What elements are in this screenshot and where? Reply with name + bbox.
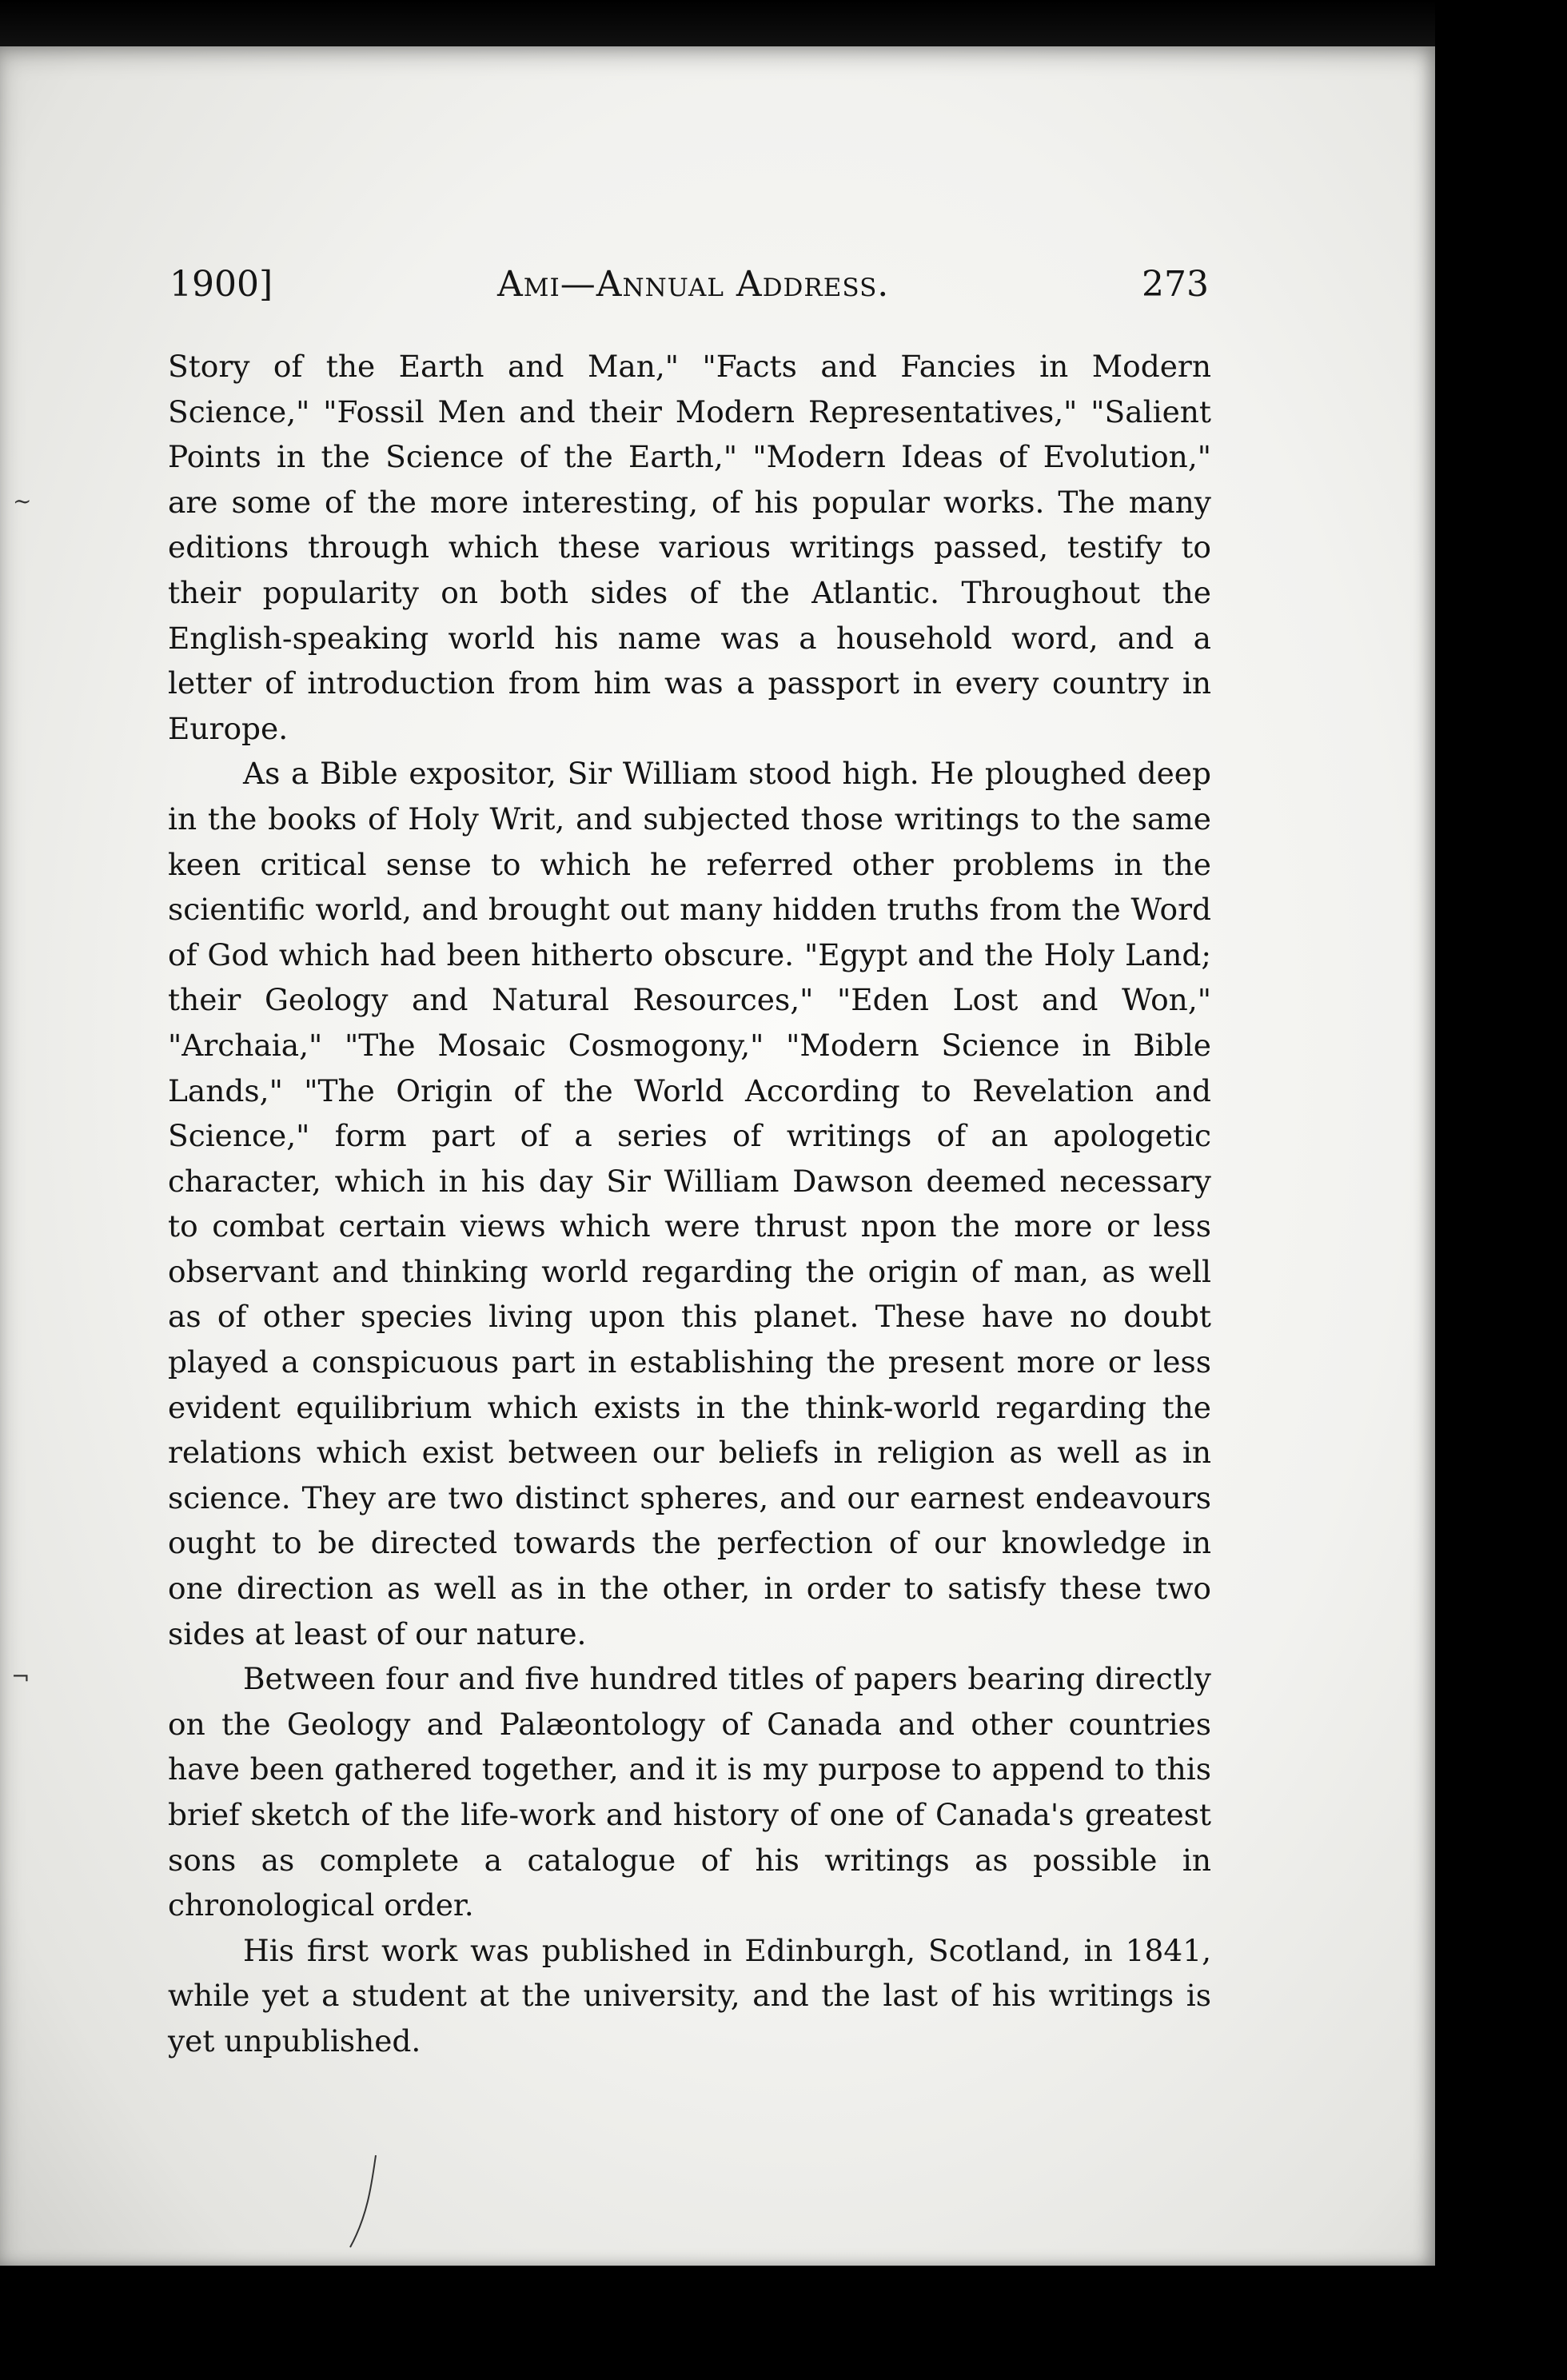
header-title: Ami—Annual Address. <box>497 264 890 305</box>
page-number: 273 <box>1142 264 1209 305</box>
running-head <box>169 264 1209 312</box>
scan-right-border <box>1435 0 1567 2380</box>
pencil-stroke-mark <box>344 2151 392 2255</box>
margin-dash-mark: ~ <box>13 488 32 514</box>
paragraph-2: As a Bible expositor, Sir William stood high. He ploughed deep in the books of Holy Writ, and subjected those writings to the same keen critical sense to which he referred other problems in the scientific world, and brought out many hidden truths from the Word of God which had been hitherto obscure. "Egypt and the Holy Land; their Geology and Natural Resources," "Eden Lost and Won," "Archaia," "The Mosaic Cosmogony," "Modern Science in Bible Lands," "The Origin of the World According to Revelation and Science," form part of a series of writings of an apologetic character, which in his day Sir William Dawson deemed necessary to combat certain views which were thrust npon the more or less observant and thinking world regarding the origin of man, as well as of other species living upon this planet. These have no doubt played a conspicuous part in establishing the present more or less evident equilibrium which exists in the think-world regarding the relations which exist between our beliefs in religion as well as in science. They are two distinct spheres, and our earnest endeavours ought to be directed towards the perfection of our knowledge in one direction as well as in the other, in order to satisfy these two sides at least of our nature. <box>168 756 1211 1651</box>
paragraph-4: His first work was published in Edinburgh, Scotland, in 1841, while yet a student at the university, and the last of his writings is yet unpublished. <box>168 1932 1211 2059</box>
scan-bottom-border <box>0 2266 1567 2380</box>
header-year: 1900] <box>169 264 273 305</box>
body-text <box>168 344 1211 2064</box>
margin-dash-mark-2: ¬ <box>11 1663 30 1690</box>
paragraph-3: Between four and five hundred titles of papers bearing directly on the Geology and Palæontology of Canada and other countries have been gathered together, and it is my purpose to append to this brief sketch of the life-work and history of one of Canada's greatest sons as complete a catalogue of his writings as possible in chronological order. <box>168 1661 1211 1923</box>
paragraph-1: Story of the Earth and Man," "Facts and Fancies in Modern Science," "Fossil Men and their Modern Representatives," "Salient Points in the Science of the Earth," "Modern Ideas of Evolution," are some of the more interesting, of his popular works. The many editions through which these various writings passed, testify to their popularity on both sides of the Atlantic. Throughout the English-speaking world his name was a household word, and a letter of introduction from him was a passport in every country in Europe. <box>168 349 1211 746</box>
